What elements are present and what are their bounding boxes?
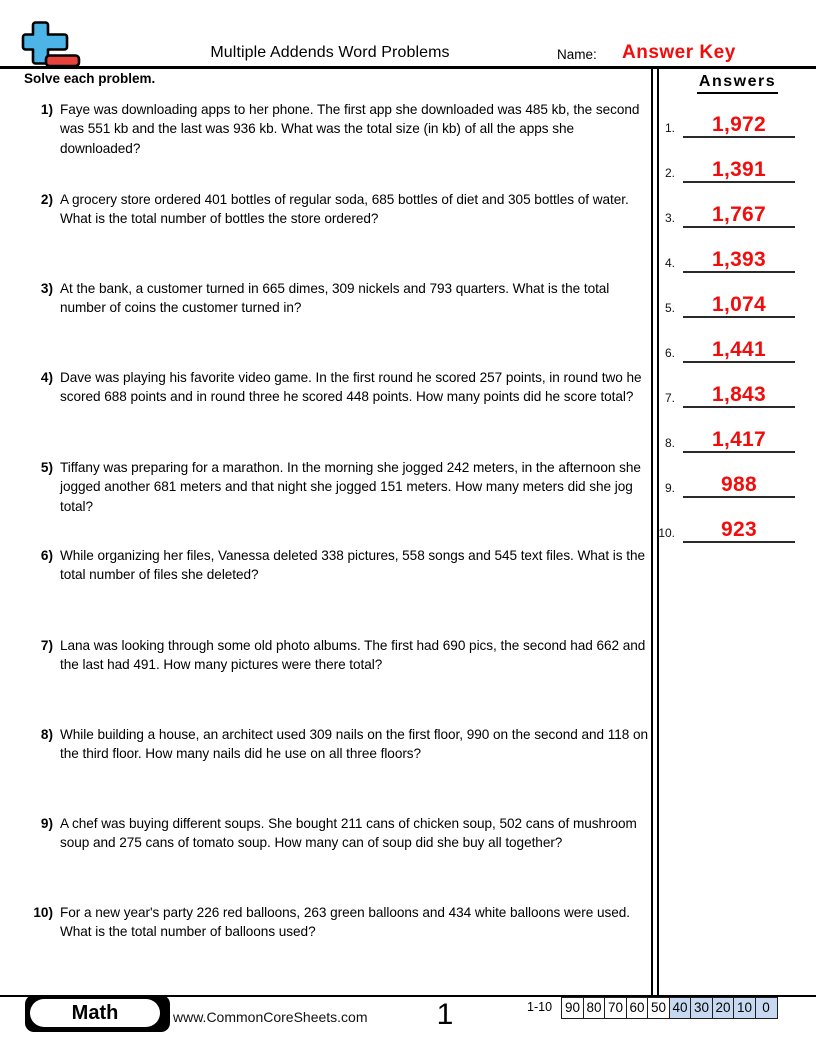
problem-text: At the bank, a customer turned in 665 dimes, 309 nickels and 793 quarters. What is the total number of coins the customer turned in?: [60, 281, 610, 316]
problem-6: [28, 546, 648, 585]
problem-1: [28, 100, 648, 158]
answer-number: 2.: [664, 166, 675, 180]
answer-number: 4.: [664, 256, 675, 270]
name-label: Name:: [557, 47, 597, 62]
answer-value: 923: [721, 518, 757, 541]
score-cell: 30: [690, 997, 713, 1019]
score-cell: 0: [755, 997, 778, 1019]
score-range-label: 1-10: [527, 1000, 553, 1014]
score-cell: 40: [669, 997, 692, 1019]
answer-value: 1,393: [711, 248, 767, 271]
problem-number: 8): [40, 727, 53, 742]
answer-row-8: [664, 426, 795, 453]
problem-number: 10): [33, 905, 53, 920]
score-cell: 20: [712, 997, 735, 1019]
problem-text: Faye was downloading apps to her phone. The first app she downloaded was 485 kb, the second was 551 kb and the last was 936 kb. What was the total size (in kb) of all the apps she downloaded?: [60, 102, 640, 156]
problem-number: 2): [40, 192, 53, 207]
answer-value: 988: [721, 473, 757, 496]
answer-row-2: [664, 156, 795, 183]
answer-row-1: [664, 111, 795, 138]
answer-number: 7.: [664, 391, 675, 405]
answer-row-4: [664, 246, 795, 273]
math-logo-label: Math: [71, 1001, 119, 1024]
problem-8: [28, 725, 648, 764]
problem-number: 6): [40, 548, 53, 563]
instruction-text: Solve each problem.: [24, 71, 156, 86]
problem-7: [28, 636, 648, 675]
problem-number: 3): [40, 281, 53, 296]
answers-title: Answers: [697, 73, 778, 94]
problem-text: Dave was playing his favorite video game. In the first round he scored 257 points, in round two he scored 688 points and in round three he scored 448 points. How many points did he score total?: [60, 370, 642, 405]
problem-text: While organizing her files, Vanessa deleted 338 pictures, 558 songs and 545 text files. What is the total number of files she deleted?: [60, 548, 645, 583]
answer-value: 1,391: [711, 158, 767, 181]
problem-text: While building a house, an architect used 309 nails on the first floor, 990 on the second and 118 on the third floor. How many nails did he use on all three floors?: [60, 727, 648, 762]
answer-key-label: Answer Key: [622, 42, 736, 63]
problem-number: 5): [40, 460, 53, 475]
problem-text: Lana was looking through some old photo albums. The first had 690 pics, the second had 662 and the last had 491. How many pictures were there total?: [60, 638, 646, 673]
problem-2: [28, 190, 648, 229]
website-url: www.CommonCoreSheets.com: [173, 1009, 368, 1025]
score-cell: 80: [583, 997, 606, 1019]
answer-value: 1,074: [711, 293, 767, 316]
page-number: 1: [436, 998, 454, 1031]
problem-number: 7): [40, 638, 53, 653]
score-cell: 60: [626, 997, 649, 1019]
answer-row-3: [664, 201, 795, 228]
answer-value: 1,972: [711, 113, 767, 136]
answer-row-10: [658, 516, 795, 543]
answer-row-9: [664, 471, 795, 498]
answer-value: 1,417: [711, 428, 767, 451]
problem-3: [28, 279, 648, 318]
problem-number: 1): [40, 102, 53, 117]
problem-text: A chef was buying different soups. She bought 211 cans of chicken soup, 502 cans of mushroom soup and 275 cans of tomato soup. How many can of soup did she buy all together?: [60, 816, 637, 851]
problem-10: [28, 903, 648, 942]
problem-5: [28, 458, 648, 516]
answer-number: 6.: [664, 346, 675, 360]
problem-number: 4): [40, 370, 53, 385]
answer-row-5: [664, 291, 795, 318]
math-logo: [25, 995, 170, 1032]
answer-number: 9.: [664, 481, 675, 495]
problem-4: [28, 368, 648, 407]
answer-number: 10.: [658, 526, 675, 540]
score-cell: 90: [561, 997, 584, 1019]
answer-value: 1,767: [711, 203, 767, 226]
answer-number: 1.: [664, 121, 675, 135]
answer-number: 3.: [664, 211, 675, 225]
answers-header: [659, 73, 816, 94]
problem-text: Tiffany was preparing for a marathon. In the morning she jogged 242 meters, in the afternoon she jogged another 681 meters and that night she jogged 151 meters. How many meters did she jog total?: [60, 460, 641, 514]
answer-value: 1,843: [711, 383, 767, 406]
header-divider: [0, 66, 816, 69]
worksheet-title: Multiple Addends Word Problems: [210, 44, 450, 61]
answer-number: 8.: [664, 436, 675, 450]
grading-scale: [561, 997, 778, 1019]
score-cell: 70: [604, 997, 627, 1019]
problem-number: 9): [40, 816, 53, 831]
problem-9: [28, 814, 648, 853]
answer-value: 1,441: [711, 338, 767, 361]
answer-row-7: [664, 381, 795, 408]
problem-text: For a new year's party 226 red balloons, 263 green balloons and 434 white balloons were used. What is the total number of balloons used?: [60, 905, 631, 940]
answer-number: 5.: [664, 301, 675, 315]
score-cell: 10: [733, 997, 756, 1019]
problem-text: A grocery store ordered 401 bottles of regular soda, 685 bottles of diet and 305 bottles of water. What is the total number of bottles the store ordered?: [60, 192, 629, 227]
score-cell: 50: [647, 997, 670, 1019]
answer-row-6: [664, 336, 795, 363]
math-logo-pill: [30, 999, 160, 1027]
